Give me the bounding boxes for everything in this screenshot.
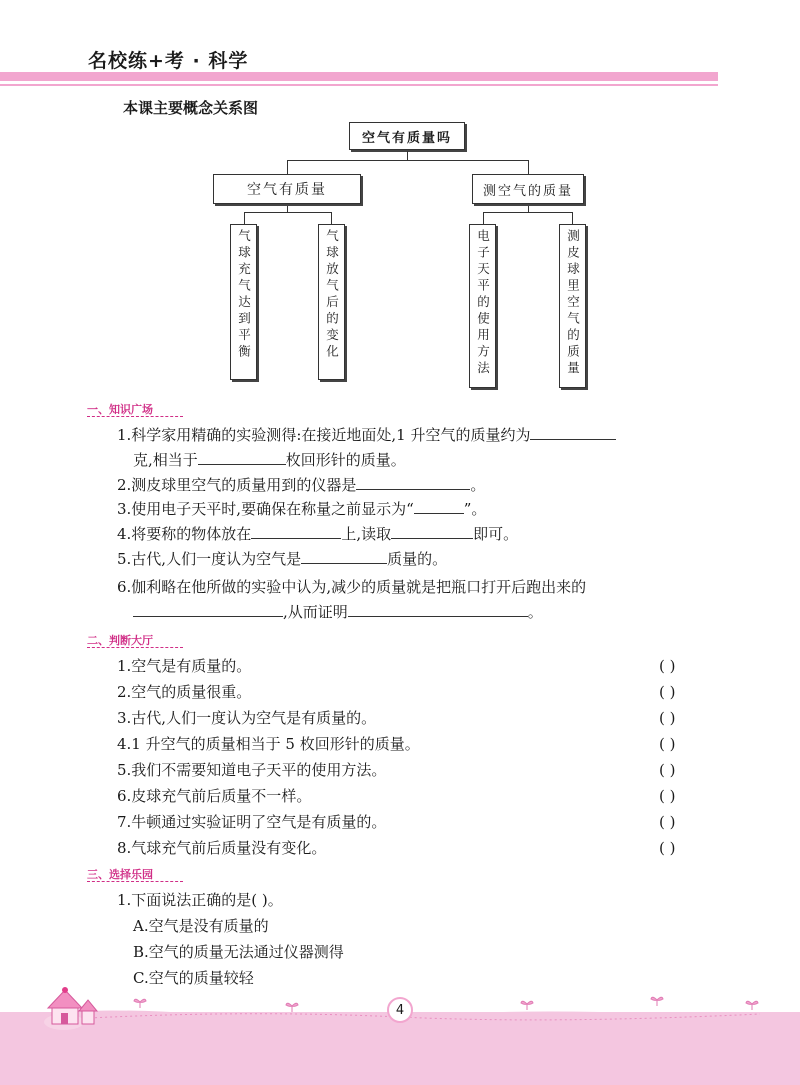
house-illustration: [42, 980, 112, 1030]
concept-node-right: 测空气的质量: [472, 174, 584, 204]
question-3-end: ”。: [463, 500, 487, 518]
judge-item-7: 7.牛顿通过实验证明了空气是有质量的。: [117, 813, 387, 831]
sprout-icon: [650, 994, 664, 1006]
question-5-text: 5.古代,人们一度认为空气是: [117, 550, 302, 568]
answer-blank[interactable]: [356, 474, 470, 490]
choice-question-1: 1.下面说法正确的是( )。: [117, 891, 283, 909]
question-3-text: 3.使用电子天平时,要确保在称量之前显示为“: [117, 500, 414, 518]
sprout-icon: [520, 998, 534, 1010]
answer-blank[interactable]: [391, 523, 473, 539]
connector-left-node: [287, 160, 288, 174]
connector-leaf2: [331, 212, 332, 224]
section-3-underline: [87, 881, 183, 882]
judge-answer-1[interactable]: ( ): [659, 657, 676, 675]
answer-blank[interactable]: [530, 424, 616, 440]
section-1-underline: [87, 416, 183, 417]
judge-answer-5[interactable]: ( ): [659, 761, 676, 779]
answer-blank[interactable]: [348, 601, 528, 617]
question-2: [117, 474, 485, 496]
connector-leaf3: [483, 212, 484, 224]
sprout-icon: [133, 996, 147, 1008]
question-1-text-cont: 克,相当于: [133, 451, 198, 469]
question-3: [117, 498, 486, 520]
question-6-line-1: [117, 576, 586, 598]
sprout-icon: [745, 998, 759, 1010]
concept-map-title: 本课主要概念关系图: [123, 99, 259, 117]
concept-leaf-2: 气球放气后的变化: [318, 224, 345, 380]
judge-answer-2[interactable]: ( ): [659, 683, 676, 701]
judge-answer-8[interactable]: ( ): [659, 839, 676, 857]
section-1-title: 一、知识广场: [87, 403, 153, 416]
answer-blank[interactable]: [198, 449, 286, 465]
concept-leaf-3: 电子天平的使用方法: [469, 224, 496, 388]
question-1-line-1: [117, 424, 616, 446]
question-2-text: 2.测皮球里空气的质量用到的仪器是: [117, 476, 357, 494]
judge-answer-6[interactable]: ( ): [659, 787, 676, 805]
judge-item-8: 8.气球充气前后质量没有变化。: [117, 839, 327, 857]
header-title: 名校练+考 · 科学: [88, 50, 249, 72]
connector-right-node: [528, 160, 529, 174]
answer-blank[interactable]: [414, 498, 464, 514]
question-6-end: 。: [527, 603, 543, 621]
section-2-title: 二、判断大厅: [87, 634, 153, 647]
sprout-icon: [285, 1000, 299, 1012]
header-rule: [0, 84, 718, 86]
judge-item-4: 4.1 升空气的质量相当于 5 枚回形针的质量。: [117, 735, 420, 753]
question-4-end: 即可。: [473, 525, 519, 543]
connector-right-horizontal: [483, 212, 573, 213]
concept-node-left: 空气有质量: [213, 174, 361, 204]
question-1-text-end: 枚回形针的质量。: [285, 451, 406, 469]
concept-leaf-4: 测皮球里空气的质量: [559, 224, 586, 388]
section-3-title: 三、选择乐园: [87, 868, 153, 881]
judge-answer-7[interactable]: ( ): [659, 813, 676, 831]
connector-leaf1: [244, 212, 245, 224]
answer-blank[interactable]: [251, 523, 341, 539]
connector-left-horizontal: [244, 212, 332, 213]
question-4-mid: 上,读取: [341, 525, 392, 543]
concept-leaf-1: 气球充气达到平衡: [230, 224, 257, 380]
question-2-end: 。: [470, 476, 486, 494]
answer-blank[interactable]: [301, 548, 387, 564]
question-1-line-2: [133, 449, 406, 471]
choice-option-b[interactable]: B.空气的质量无法通过仪器测得: [133, 943, 344, 961]
question-5-end: 质量的。: [387, 550, 448, 568]
judge-item-1: 1.空气是有质量的。: [117, 657, 252, 675]
question-6-text: 6.伽利略在他所做的实验中认为,减少的质量就是把瓶口打开后跑出来的: [117, 578, 587, 596]
concept-root-node: 空气有质量吗: [349, 122, 465, 150]
question-4: [117, 523, 518, 545]
answer-blank[interactable]: [133, 601, 283, 617]
judge-item-3: 3.古代,人们一度认为空气是有质量的。: [117, 709, 377, 727]
connector-leaf4: [572, 212, 573, 224]
question-6-mid: ,从而证明: [283, 603, 348, 621]
header-bar: [0, 72, 718, 81]
judge-item-2: 2.空气的质量很重。: [117, 683, 252, 701]
choice-option-c[interactable]: C.空气的质量较轻: [133, 969, 254, 987]
section-2-underline: [87, 647, 183, 648]
page-number: 4: [387, 997, 413, 1023]
question-1-text: 1.科学家用精确的实验测得:在接近地面处,1 升空气的质量约为: [117, 426, 531, 444]
choice-option-a[interactable]: A.空气是没有质量的: [133, 917, 269, 935]
judge-answer-4[interactable]: ( ): [659, 735, 676, 753]
question-5: [117, 548, 447, 570]
connector-level1-horizontal: [287, 160, 529, 161]
judge-item-5: 5.我们不需要知道电子天平的使用方法。: [117, 761, 387, 779]
question-4-text: 4.将要称的物体放在: [117, 525, 252, 543]
judge-item-6: 6.皮球充气前后质量不一样。: [117, 787, 312, 805]
question-6-line-2: [133, 601, 543, 623]
judge-answer-3[interactable]: ( ): [659, 709, 676, 727]
